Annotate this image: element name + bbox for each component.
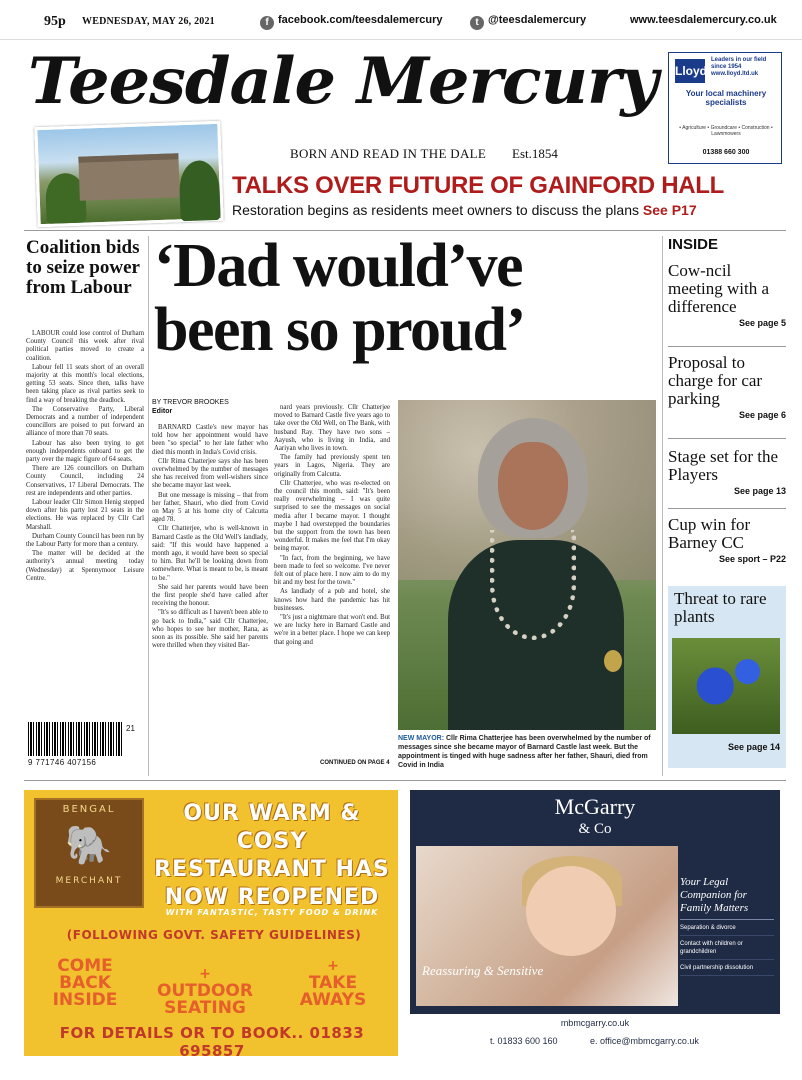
twitter-link[interactable] [470,14,586,30]
story-column-1 [152,424,268,651]
caption-text: Cllr Rima Chatterjee has been overwhelmed by the number of messages since she became mayor of Barnard Castle last week. But the appointment is tinged with huge sadness after her father, Shauri, died from Covid in India [398,735,651,769]
caption-tag: NEW MAYOR: [398,735,445,742]
barcode-bars [28,722,122,756]
inside-item-page: See page 6 [738,410,786,420]
slogan: BORN AND READ IN THE DALE [290,146,487,161]
established: Est.1854 [512,146,558,161]
paragraph: Durham County Council has been run by the Labour Party for more than a century. [26,532,144,549]
newspaper-title: Teesdale Mercury [28,44,658,119]
lloyd-services: • Agriculture • Groundcare • Construction • Lawnmowers [679,125,773,137]
paragraph: "It's just a nightmare that won't end. But we are lucky here in Barnard Castle and we're in a better place. I hope we can keep that going and [274,614,390,646]
lloyd-headline: Your local machinery specialists [685,89,767,107]
option-takeaway [278,958,388,1009]
website-link[interactable]: www.teesdalemercury.co.uk [630,14,777,26]
byline [152,398,229,416]
paragraph: But one message is missing – that from her father, Shauri, who died from Covid on May 5 at his home city of Calcutta aged 78. [152,491,268,524]
byline-role: Editor [152,408,173,415]
mayor-photo [398,400,656,730]
inside-item[interactable] [668,516,786,564]
service-item: Separation & divorce [680,924,774,936]
barcode [28,722,144,770]
family-photo [416,846,678,1006]
inside-item-page: See page 13 [733,486,786,496]
mcgarry-advert[interactable] [410,790,780,1056]
mcgarry-phone[interactable]: t. 01833 600 160 [490,1036,558,1046]
paragraph: LABOUR could lose control of Durham County Council this week after rival political parties moved to create a coalition. [26,330,144,362]
plus-icon: + [327,958,339,974]
paragraph: The family had previously spent ten years in Lagos, Nigeria. They are originally from Calcutta. [274,454,390,478]
paragraph: Labour fell 11 seats short of an overall majority at this month's local elections, getting 53 seats. Since then, talks have been taking place as rival parties seek to find a way of breaking the deadlock. [26,363,144,404]
inside-box-headline: Threat to rare plants [674,589,767,626]
mcgarry-contact [410,1014,780,1056]
mcgarry-url[interactable]: mbmcgarry.co.uk [560,1018,630,1028]
face-shape [498,442,568,530]
inside-item-headline: Proposal to charge for car parking [668,353,763,408]
bengal-logo [34,798,144,908]
paragraph: She said her parents would have been the first people she'd have called after receiving the honour. [152,583,268,608]
service-item: Civil partnership dissolution [680,964,774,976]
inside-heading: INSIDE [668,236,719,253]
logo-text-top: BENGAL [62,804,116,815]
inside-feature-box[interactable] [668,586,786,768]
divider [668,438,786,439]
facebook-label: facebook.com/teesdalemercury [278,14,443,26]
paragraph: "In fact, from the beginning, we have been made to feel so welcome. I've never felt out of place here. I now aim to do my bit and my best for the town." [274,554,390,587]
option-text: TAKE AWAYS [299,973,367,1010]
service-item: Contact with children or grandchildren [680,940,774,960]
paragraph: Cllr Chatterjee, who is well-known in Barnard Castle as the Old Well's landlady, said: "If this would have happened a month ago, it would have been so special to him. But he'll be looking down from somewhere. What is meant to be, is meant to be." [152,525,268,582]
photo-caption [398,734,658,770]
divider [668,508,786,509]
option-inside [30,958,140,1009]
services-heading: Your Legal Companion for Family Matters [680,876,774,920]
byline-author: BY TREVOR BROOKES [152,399,229,406]
coalition-body [26,330,144,584]
plus-icon: + [199,966,211,982]
teaser-headline[interactable]: TALKS OVER FUTURE OF GAINFORD HALL [232,172,724,199]
paragraph: The matter will be decided at the authority's annual meeting today (Wednesday) at Spennymoor Leisure Centre. [26,550,144,582]
mayoral-chain-icon [490,530,576,640]
bengal-merchant-advert[interactable] [24,790,398,1060]
bengal-subline: WITH FANTASTIC, TASTY FOOD & DRINK [165,908,379,917]
divider [668,346,786,347]
flower-photo [672,638,780,734]
mcgarry-tagline: Reassuring & Sensitive [422,963,544,978]
mcgarry-services [680,876,774,980]
inside-box-page: See page 14 [727,742,780,752]
bengal-booking: FOR DETAILS OR TO BOOK.. 01833 695857 [59,1024,365,1060]
top-bar [0,0,802,40]
hall-shape [78,153,179,200]
cover-price: 95p [44,14,66,29]
option-text: COME BACK INSIDE [52,956,118,1010]
lloyd-phone: 01388 660 300 [702,149,750,156]
inside-item[interactable] [668,448,786,496]
bengal-headline: OUR WARM & COSY RESTAURANT HAS NOW REOPENED [154,801,390,910]
medal-icon [604,650,622,672]
inside-item[interactable] [668,354,786,420]
teaser-subline-text: Restoration begins as residents meet owners to discuss the plans [232,202,639,218]
coalition-headline[interactable]: Coalition bids to seize power from Labour [26,237,140,298]
continued-link[interactable]: CONTINUED ON PAGE 4 [320,760,390,766]
lloyd-tagline: Leaders in our field since 1954 www.lloyd.ltd.uk [711,57,767,77]
paragraph: Cllr Chatterjee, who was re-elected on the council this month, said: "It's been really overwhelming – I was quite surprised to see the messages on social media after I became mayor. I thought maybe I had overstepped the boundaries but the support from the town has been wonderful. It makes me feel that I'm okay being mayor. [274,479,390,553]
teaser-subline [232,202,697,218]
paragraph: "It's so difficult as I haven't been able to go back to India," said Cllr Chatterjee, who hopes to see her mother, Rana, as soon as its possible. She said her parents were thrilled when they visited Bar- [152,609,268,650]
paragraph: BARNARD Castle's new mayor has told how her appointment would have been "so special" to her late father who died this month in India's Covid crisis. [152,424,268,456]
inside-item-page: See page 5 [738,318,786,328]
mcgarry-co: & Co [578,821,612,837]
lloyd-advert[interactable] [668,52,782,164]
paragraph: nard years previously. Cllr Chatterjee moved to Barnard Castle five years ago to take over the Old Well, on The Bank, with husband Ray. They have two sons – Aayush, who is living in India, and Aariyan who lives in town. [274,404,390,453]
option-outdoor [150,966,260,1017]
inside-item-headline: Cow-ncil meeting with a difference [668,261,770,316]
divider [24,780,786,781]
paragraph: The Conservative Party, Liberal Democrats and a number of independent councillors are poised to put forward an alliance of more than 70 seats. [26,405,144,438]
main-headline[interactable]: ‘Dad would’ve been so proud’ [154,232,525,364]
paragraph: Labour leader Cllr Simon Henig stepped down after his party lost 21 seats in the elections. He was replaced by Cllr Carl Marshall. [26,499,144,531]
option-text: OUTDOOR SEATING [157,981,253,1018]
gainford-hall-photo [34,121,223,227]
lloyd-logo: Lloyd [675,59,705,83]
divider [148,236,149,776]
paragraph: Labour has also been trying to get enough independents onboard to get the party over the magic figure of 64 seats. [26,439,144,464]
inside-item-page: See sport – P22 [718,554,786,564]
paragraph: Cllr Rima Chatterjee says she has been overwhelmed by the number of messages she has received from well-wishers since she became mayor last week. [152,457,268,490]
twitter-icon: t [470,16,484,30]
twitter-label: @teesdalemercury [488,14,587,26]
facebook-icon: f [260,16,274,30]
divider [24,230,786,231]
paragraph: As landlady of a pub and hotel, she knows how hard the pandemic has hit businesses. [274,588,390,612]
child-face-shape [526,866,616,956]
issue-date: WEDNESDAY, MAY 26, 2021 [82,16,215,27]
issue-number: 21 [126,724,135,733]
mcgarry-name: McGarry [554,794,636,819]
tree-shape [179,160,221,221]
paragraph: There are 126 councillors on Durham County Council, including 24 Conservatives, 17 Liberal Democrats. The rest are independents and other parties. [26,465,144,497]
inside-item[interactable] [668,262,786,328]
divider [662,236,663,776]
elephant-icon: 🐘 [65,823,113,867]
inside-item-headline: Stage set for the Players [668,447,778,484]
services-list [680,924,774,976]
mcgarry-logo [540,796,650,840]
story-column-2 [274,404,390,648]
logo-text-bottom: MERCHANT [55,876,123,886]
teaser-see-page[interactable]: See P17 [642,202,697,218]
barcode-number: 9 771746 407156 [28,758,97,767]
mcgarry-email[interactable]: e. office@mbmcgarry.co.uk [590,1036,699,1046]
bengal-guidelines: (FOLLOWING GOVT. SAFETY GUIDELINES) [66,928,362,942]
facebook-link[interactable] [260,14,442,30]
inside-item-headline: Cup win for Barney CC [668,515,751,552]
